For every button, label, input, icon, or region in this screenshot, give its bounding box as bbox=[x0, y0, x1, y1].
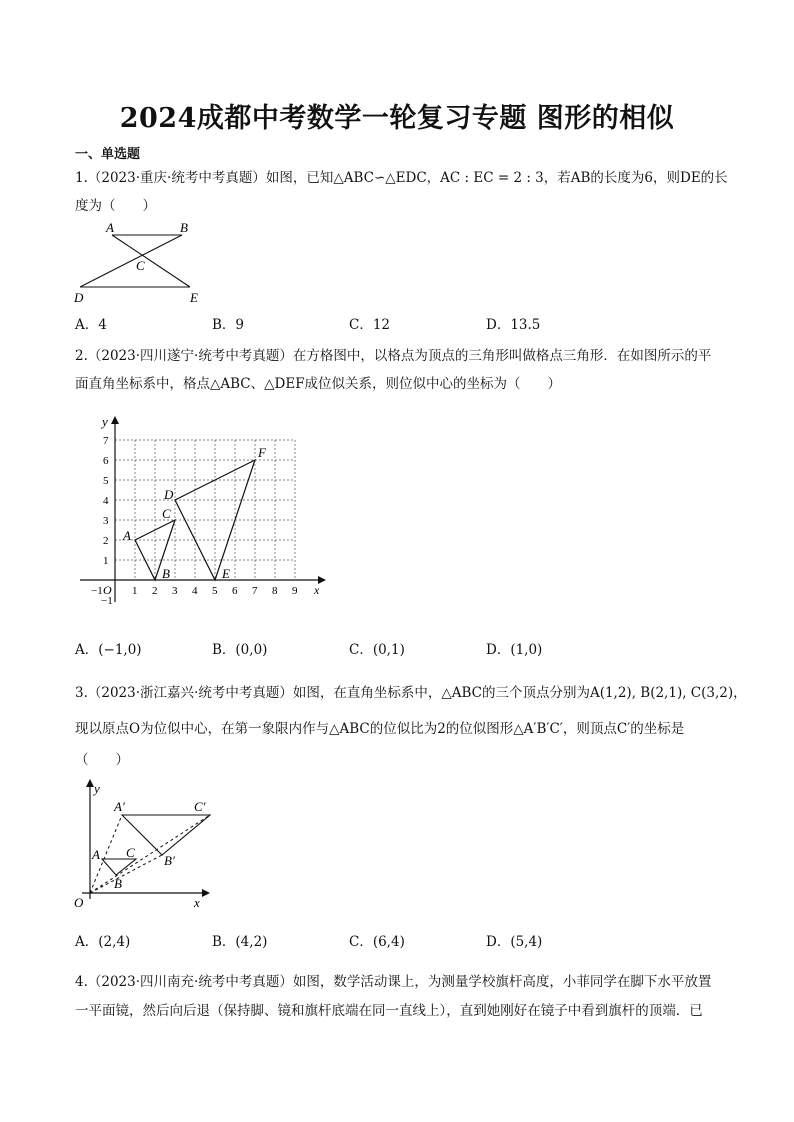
origin-label: O bbox=[103, 583, 112, 597]
question-3-text-line-2: 现以原点O为位似中心，在第一象限内作与△ABC的位似比为2的位似图形△A′B′C′，则顶点C′的坐标是 bbox=[75, 721, 685, 737]
segment-bd bbox=[80, 235, 182, 287]
label-b: B bbox=[180, 220, 188, 235]
question-4-text-line-1: 4.（2023·四川南充·统考中考真题）如图，数学活动课上，为测量学校旗杆高度，小菲同学在脚下水平放置 bbox=[75, 974, 712, 990]
x-axis-label: x bbox=[314, 583, 320, 597]
x-axis-arrow bbox=[202, 889, 210, 897]
x-tick-label: 5 bbox=[212, 585, 218, 597]
label-c: C bbox=[136, 258, 145, 273]
y-tick-label: 7 bbox=[103, 435, 109, 447]
page-title: 2024成都中考数学一轮复习专题 图形的相似 bbox=[119, 103, 675, 134]
y-axis-label: y bbox=[94, 781, 100, 796]
y-axis-arrow bbox=[111, 416, 119, 424]
question-3-text-line-3: （ ） bbox=[75, 752, 129, 768]
section-heading: 一、单选题 bbox=[75, 147, 141, 162]
x-tick-label: 9 bbox=[292, 585, 298, 597]
point-c-label: C bbox=[162, 506, 171, 521]
y-tick-label: −1 bbox=[101, 595, 113, 607]
question-2-grid-figure bbox=[70, 410, 330, 610]
question-3-option-b[interactable]: B．(4,2) bbox=[212, 934, 268, 950]
point-c-label: C bbox=[126, 845, 135, 860]
x-tick-label: 1 bbox=[132, 585, 138, 597]
question-3-option-a[interactable]: A．(2,4) bbox=[75, 934, 131, 950]
tick-labels bbox=[91, 435, 298, 607]
question-2-option-c[interactable]: C．(0,1) bbox=[349, 642, 405, 658]
question-1-option-d[interactable]: D．13.5 bbox=[486, 317, 541, 333]
question-1-text-line-1: 1.（2023·重庆·统考中考真题）如图，已知△ABC∽△EDC，AC : EC = 2 : 3，若AB的长度为6，则DE的长 bbox=[75, 170, 728, 186]
question-2-text-line-1: 2.（2023·四川遂宁·统考中考真题）在方格图中，以格点为顶点的三角形叫做格点三角形．在如图所示的平 bbox=[75, 348, 712, 364]
triangle-a2b2c2 bbox=[122, 815, 210, 855]
point-b-prime-label: B′ bbox=[164, 853, 175, 868]
y-tick-label: 2 bbox=[103, 535, 109, 547]
label-d: D bbox=[74, 290, 84, 305]
question-3-option-d[interactable]: D．(5,4) bbox=[486, 934, 543, 950]
point-b-label: B bbox=[162, 566, 170, 581]
y-tick-label: 3 bbox=[103, 515, 109, 527]
x-axis-label: x bbox=[194, 895, 200, 910]
question-1-figure bbox=[70, 218, 220, 308]
x-tick-label: 8 bbox=[272, 585, 278, 597]
x-tick-label: 6 bbox=[232, 585, 238, 597]
question-3-option-c[interactable]: C．(6,4) bbox=[349, 934, 405, 950]
point-a-prime-label: A′ bbox=[114, 799, 125, 814]
x-tick-label: −1 bbox=[91, 585, 103, 597]
point-a-label: A bbox=[92, 847, 100, 862]
y-tick-label: 4 bbox=[103, 495, 109, 507]
point-e-label: E bbox=[222, 566, 230, 581]
y-axis-label: y bbox=[102, 414, 108, 429]
point-d-label: D bbox=[164, 487, 174, 502]
label-e: E bbox=[190, 290, 198, 305]
question-3-text-line-1: 3.（2023·浙江嘉兴·统考中考真题）如图，在直角坐标系中，△ABC的三个顶点分别为A(1,2), B(2,1), C(3,2)， bbox=[75, 685, 747, 701]
question-1-option-a[interactable]: A．4 bbox=[75, 317, 107, 333]
origin-label: O bbox=[74, 895, 84, 910]
question-4-text-line-2: 一平面镜，然后向后退（保持脚、镜和旗杆底端在同一直线上），直到她刚好在镜子中看到旗杆的顶端．已 bbox=[75, 1003, 703, 1019]
question-1-option-c[interactable]: C．12 bbox=[349, 317, 391, 333]
y-tick-label: 5 bbox=[103, 475, 109, 487]
question-1-text-line-2: 度为（ ） bbox=[75, 198, 156, 214]
x-tick-label: 3 bbox=[172, 585, 178, 597]
segment-ae bbox=[112, 235, 190, 287]
y-axis-arrow bbox=[86, 779, 94, 787]
question-3-figure bbox=[70, 775, 220, 910]
question-1-option-b[interactable]: B．9 bbox=[212, 317, 245, 333]
point-a-label: A bbox=[123, 528, 131, 543]
label-a: A bbox=[106, 220, 114, 235]
point-b-label: B bbox=[114, 876, 122, 891]
question-2-option-b[interactable]: B．(0,0) bbox=[212, 642, 268, 658]
ray-o-c2 bbox=[90, 815, 210, 893]
x-tick-label: 4 bbox=[192, 585, 198, 597]
question-2-option-d[interactable]: D．(1,0) bbox=[486, 642, 543, 658]
y-tick-label: 6 bbox=[103, 455, 109, 467]
x-tick-label: 7 bbox=[252, 585, 258, 597]
question-2-option-a[interactable]: A．(−1,0) bbox=[75, 642, 142, 658]
point-c-prime-label: C′ bbox=[194, 799, 206, 814]
ray-o-b2 bbox=[90, 855, 162, 893]
y-tick-label: 1 bbox=[103, 555, 109, 567]
point-f-label: F bbox=[258, 445, 266, 460]
question-2-text-line-2: 面直角坐标系中，格点△ABC、△DEF成位似关系，则位似中心的坐标为（ ） bbox=[75, 376, 562, 392]
x-tick-label: 2 bbox=[152, 585, 158, 597]
